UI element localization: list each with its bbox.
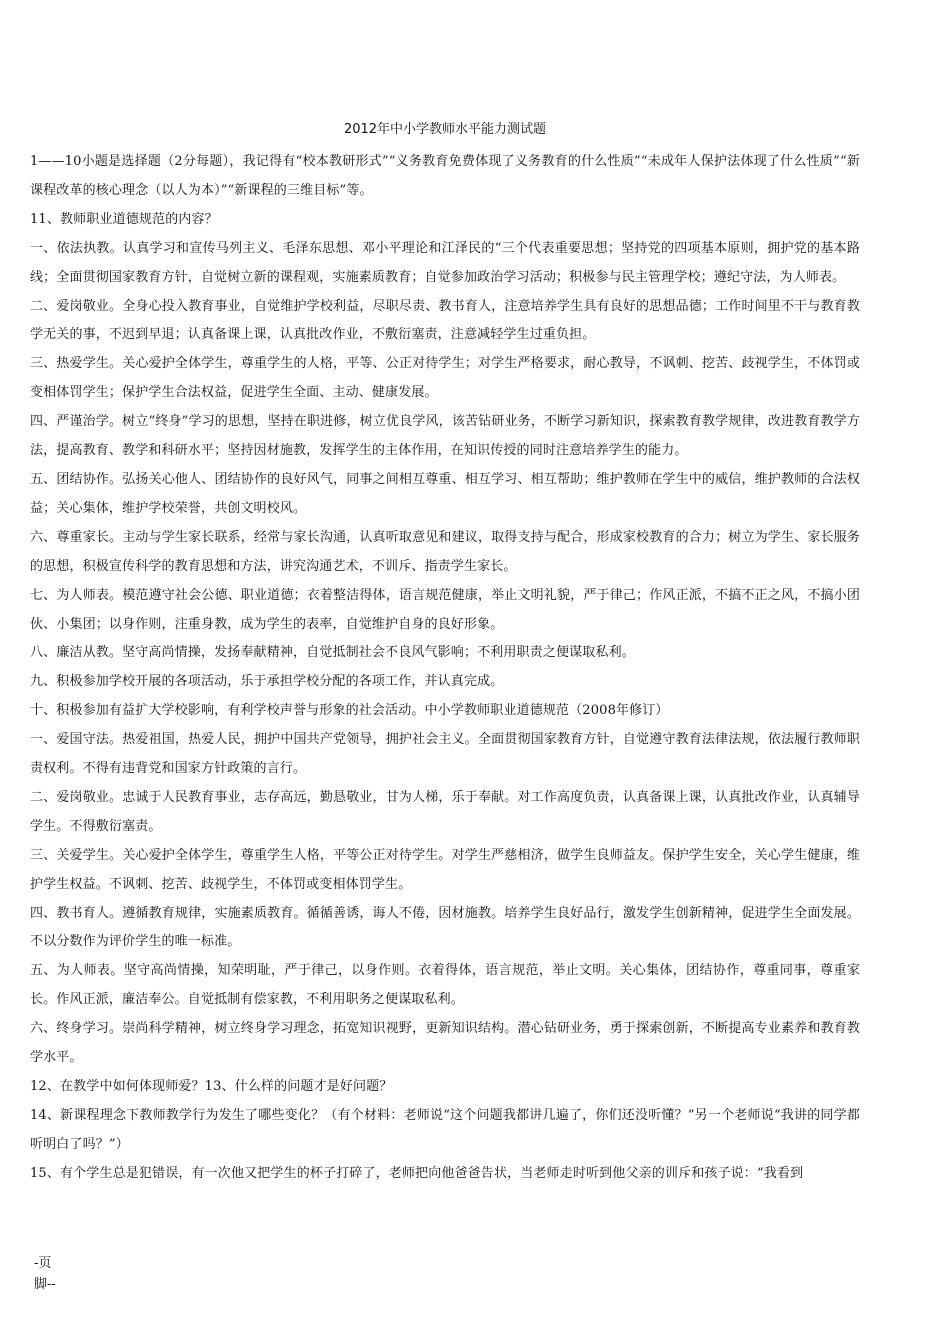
paragraph: 二、爱岗敬业。全身心投入教育事业，自觉维护学校利益，尽职尽责、教书育人，注意培养学生具有良好的思想品德；工作时间里不干与教育教学无关的事，不迟到早退；认真备课上课，认真批改作业，不敷衍塞责，注意减轻学生过重负担。 [30, 298, 860, 343]
paragraph: 七、为人师表。模范遵守社会公德、职业道德；衣着整洁得体，语言规范健康，举止文明礼貌，严于律己；作风正派，不搞不正之风，不搞小团伙、小集团；以身作则，注重身教，成为学生的表率，自觉维护自身的良好形象。 [30, 587, 860, 632]
paragraph: 六、尊重家长。主动与学生家长联系，经常与家长沟通，认真听取意见和建议，取得支持与配合，形成家校教育的合力；树立为学生、家长服务的思想，积极宣传科学的教育思想和方法，讲究沟通艺术，不训斥、指责学生家长。 [30, 529, 860, 574]
paragraph: 一、爱国守法。热爱祖国，热爱人民，拥护中国共产党领导，拥护社会主义。全面贯彻国家教育方针，自觉遵守教育法律法规，依法履行教师职责权利。不得有违背党和国家方针政策的言行。 [30, 732, 860, 777]
paragraph: 四、教书育人。遵循教育规律，实施素质教育。循循善诱，诲人不倦，因材施教。培养学生良好品行，激发学生创新精神，促进学生全面发展。不以分数作为评价学生的唯一标准。 [30, 905, 860, 950]
paragraph: 十、积极参加有益扩大学校影响，有利学校声誉与形象的社会活动。中小学教师职业道德规范（2008年修订） [30, 703, 669, 719]
paragraph: 1——10小题是选择题（2分每题），我记得有“校本教研形式”“义务教育免费体现了义务教育的什么性质”“未成年人保护法体现了什么性质”“新课程改革的核心理念（以人为本）”“新课程的三维目标”等。 [30, 154, 860, 198]
document-title: 2012年中小学教师水平能力测试题 [343, 122, 547, 137]
paragraph: 三、热爱学生。关心爱护全体学生，尊重学生的人格，平等、公正对待学生；对学生严格要求，耐心教导，不讽刺、挖苦、歧视学生，不体罚或变相体罚学生；保护学生合法权益，促进学生全面、主动、健康发展。 [30, 356, 860, 401]
document-body [30, 148, 860, 1189]
paragraph: 六、终身学习。崇尚科学精神，树立终身学习理念，拓宽知识视野，更新知识结构。潜心钻研业务，勇于探索创新，不断提高专业素养和教育教学水平。 [30, 1021, 860, 1066]
paragraph: 五、团结协作。弘扬关心他人、团结协作的良好风气，同事之间相互尊重、相互学习、相互帮助；维护教师在学生中的威信，维护教师的合法权益；关心集体，维护学校荣誉，共创文明校风。 [30, 471, 860, 516]
paragraph: 14、新课程理念下教师教学行为发生了哪些变化？（有个材料：老师说“这个问题我都讲几遍了，你们还没听懂？”另一个老师说“我讲的同学都听明白了吗？”） [30, 1107, 860, 1152]
paragraph: 11、教师职业道德规范的内容？ [30, 211, 218, 227]
paragraph: 八、廉洁从教。坚守高尚情操，发扬奉献精神，自觉抵制社会不良风气影响；不利用职责之便谋取私利。 [30, 645, 635, 661]
paragraph: 15、有个学生总是犯错误，有一次他又把学生的杯子打碎了，老师把向他爸爸告状，当老师走时听到他父亲的训斥和孩子说：“我看到 [30, 1165, 804, 1181]
paragraph: 一、依法执教。认真学习和宣传马列主义、毛泽东思想、邓小平理论和江泽民的“三个代表重要思想；坚持党的四项基本原则，拥护党的基本路线；全面贯彻国家教育方针，自觉树立新的课程观，实施素质教育；自觉参加政治学习活动；积极参与民主管理学校；遵纪守法，为人师表。 [30, 240, 860, 285]
page-footer [34, 1253, 56, 1295]
paragraph: 五、为人师表。坚守高尚情操，知荣明耻，严于律己，以身作则。衣着得体，语言规范，举止文明。关心集体，团结协作，尊重同事，尊重家长。作风正派，廉洁奉公。自觉抵制有偿家教，不利用职务之便谋取私利。 [30, 963, 860, 1008]
footer-line: 脚-- [34, 1277, 56, 1292]
paragraph: 三、关爱学生。关心爱护全体学生，尊重学生人格，平等公正对待学生。对学生严慈相济，做学生良师益友。保护学生安全，关心学生健康，维护学生权益。不讽刺、挖苦、歧视学生，不体罚或变相体罚学生。 [30, 847, 860, 892]
document-page [30, 118, 860, 1189]
paragraph: 九、积极参加学校开展的各项活动，乐于承担学校分配的各项工作，并认真完成。 [30, 674, 504, 690]
paragraph: 二、爱岗敬业。忠诚于人民教育事业，志存高远，勤恳敬业，甘为人梯，乐于奉献。对工作高度负责，认真备课上课，认真批改作业，认真辅导学生。不得敷衍塞责。 [30, 789, 860, 834]
paragraph: 四、严谨治学。树立“终身”学习的思想，坚持在职进修，树立优良学风，该苦钻研业务，不断学习新知识，探索教育教学规律，改进教育教学方法，提高教育、教学和科研水平；坚持因材施教，发挥学生的主体作用，在知识传授的同时注意培养学生的能力。 [30, 414, 860, 459]
paragraph: 12、在教学中如何体现师爱？13、什么样的问题才是好问题？ [30, 1079, 393, 1094]
footer-line: -页 [34, 1256, 52, 1271]
